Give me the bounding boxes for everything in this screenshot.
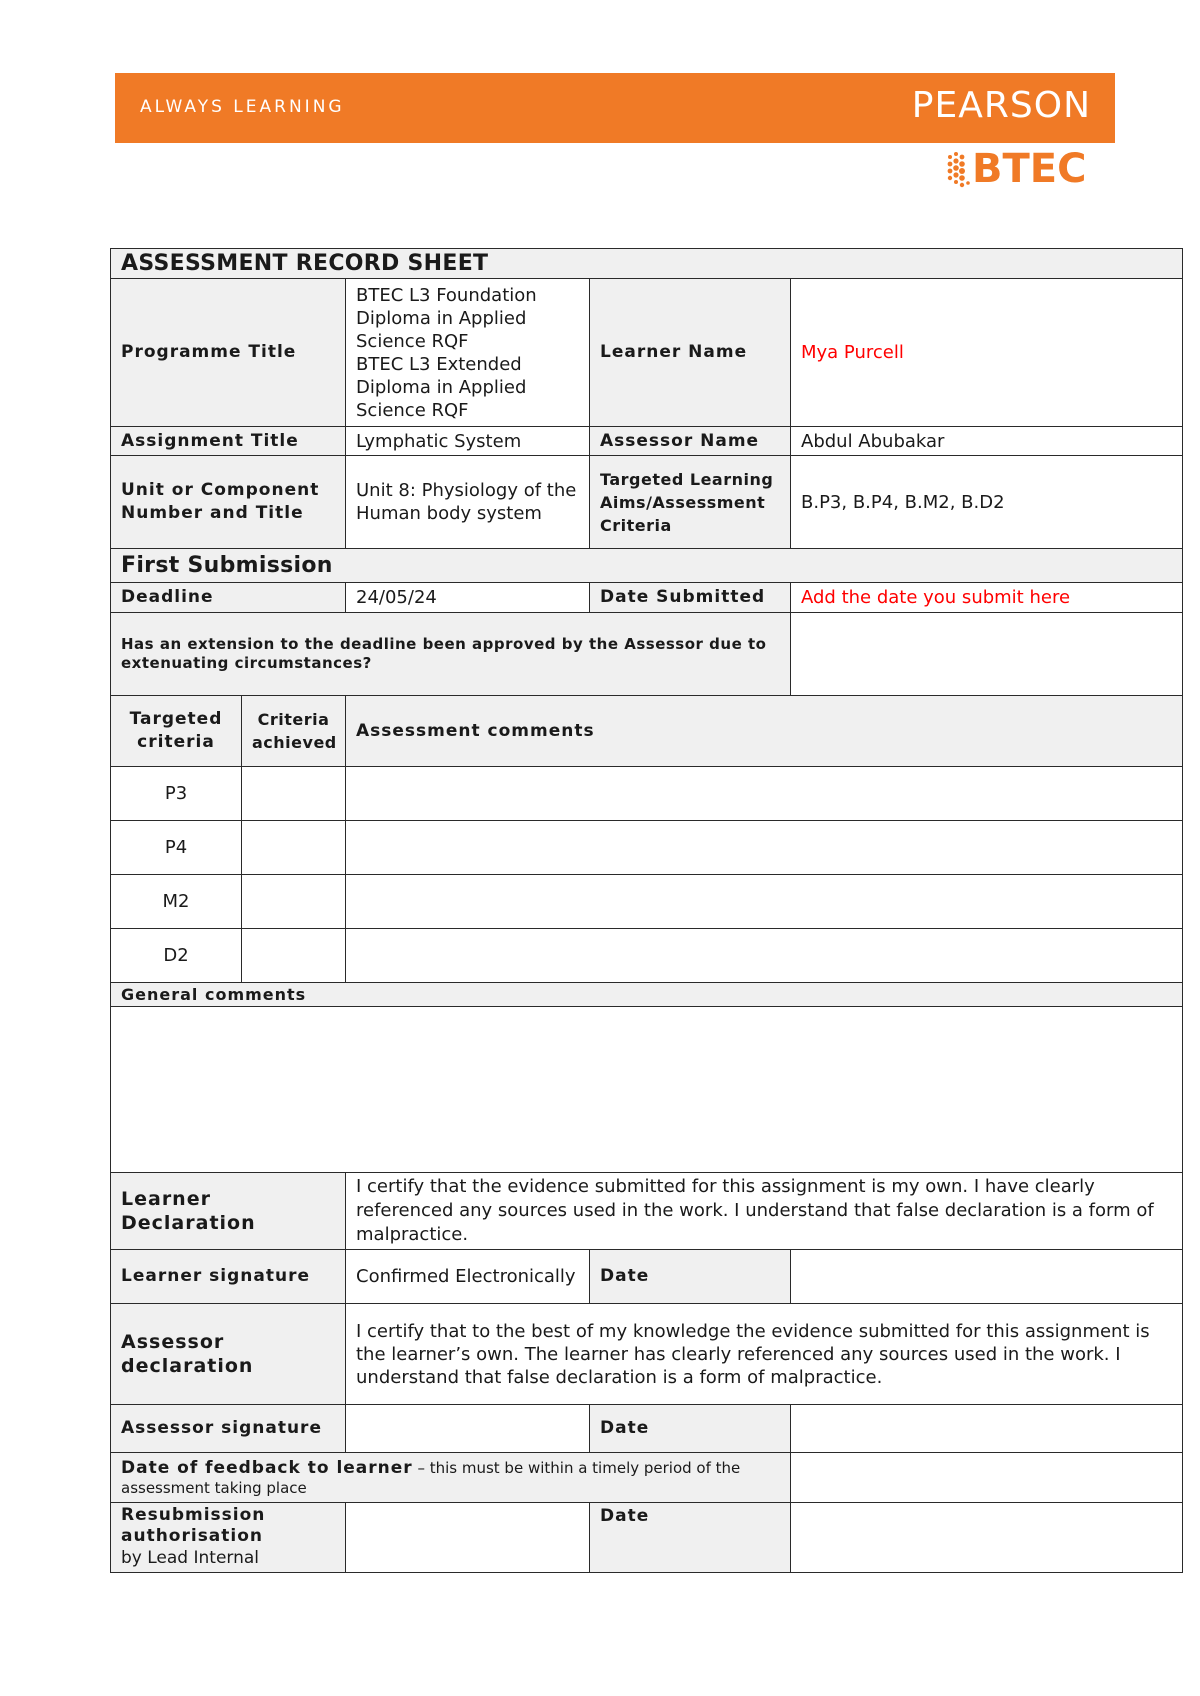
criteria-achieved-cell[interactable] bbox=[242, 767, 346, 821]
feedback-date-label bbox=[111, 1453, 791, 1503]
extension-question: Has an extension to the deadline been approved by the Assessor due to extenuating circumstances? bbox=[111, 613, 791, 696]
targeted-criteria-value: B.P3, B.P4, B.M2, B.D2 bbox=[791, 456, 1183, 549]
learner-name-label: Learner Name bbox=[590, 279, 791, 427]
criteria-comment-cell[interactable] bbox=[346, 875, 1183, 929]
extension-answer-cell[interactable] bbox=[791, 613, 1183, 696]
assessor-name-label: Assessor Name bbox=[590, 427, 791, 456]
learner-declaration-label: Learner Declaration bbox=[111, 1173, 346, 1250]
btec-logo: BTEC bbox=[972, 146, 1087, 192]
criteria-row bbox=[111, 821, 1183, 875]
criteria-code: P3 bbox=[111, 767, 242, 821]
sheet-title: ASSESSMENT RECORD SHEET bbox=[111, 249, 1183, 279]
programme-title-label: Programme Title bbox=[111, 279, 346, 427]
programme-title-value: BTEC L3 Foundation Diploma in Applied Science RQF BTEC L3 Extended Diploma in Applied Science RQF bbox=[346, 279, 590, 427]
learner-date-cell[interactable] bbox=[791, 1250, 1183, 1304]
assessor-signature-label: Assessor signature bbox=[111, 1405, 346, 1453]
criteria-achieved-cell[interactable] bbox=[242, 875, 346, 929]
tagline: ALWAYS LEARNING bbox=[140, 97, 345, 117]
assessor-declaration-text: I certify that to the best of my knowledge the evidence submitted for this assignment is the learner’s own. The learner has clearly referenced any sources used in the work. I understand that false declaration is a form of malpractice. bbox=[346, 1304, 1183, 1405]
resubmission-date-label: Date bbox=[590, 1503, 791, 1573]
first-submission-heading: First Submission bbox=[111, 549, 1183, 583]
col-targeted-criteria: Targeted criteria bbox=[111, 696, 242, 767]
criteria-row bbox=[111, 875, 1183, 929]
learner-date-label: Date bbox=[590, 1250, 791, 1304]
criteria-code: D2 bbox=[111, 929, 242, 983]
criteria-code: M2 bbox=[111, 875, 242, 929]
deadline-label: Deadline bbox=[111, 583, 346, 613]
feedback-date-cell[interactable] bbox=[791, 1453, 1183, 1503]
general-comments-box[interactable] bbox=[111, 1007, 1183, 1173]
col-assessment-comments: Assessment comments bbox=[346, 696, 1183, 767]
unit-label: Unit or Component Number and Title bbox=[111, 456, 346, 549]
criteria-achieved-cell[interactable] bbox=[242, 821, 346, 875]
criteria-comment-cell[interactable] bbox=[346, 929, 1183, 983]
feedback-label-rest: – this must be within a timely period of the assessment taking place bbox=[121, 1458, 741, 1497]
resubmission-date-cell[interactable] bbox=[791, 1503, 1183, 1573]
resubmission-label-rest: by Lead Internal bbox=[121, 1548, 260, 1568]
learner-signature-value: Confirmed Electronically bbox=[346, 1250, 590, 1304]
feedback-label-bold: Date of feedback to learner bbox=[121, 1457, 413, 1478]
date-submitted-value[interactable]: Add the date you submit here bbox=[791, 583, 1183, 613]
pearson-logo: PEARSON bbox=[911, 85, 1091, 126]
assessor-declaration-label: Assessor declaration bbox=[111, 1304, 346, 1405]
learner-name-value[interactable]: Mya Purcell bbox=[791, 279, 1183, 427]
general-comments-label: General comments bbox=[111, 983, 1183, 1007]
unit-value: Unit 8: Physiology of the Human body system bbox=[346, 456, 590, 549]
assessor-signature-cell[interactable] bbox=[346, 1405, 590, 1453]
learner-signature-label: Learner signature bbox=[111, 1250, 346, 1304]
criteria-achieved-cell[interactable] bbox=[242, 929, 346, 983]
date-submitted-label: Date Submitted bbox=[590, 583, 791, 613]
resubmission-label bbox=[111, 1503, 346, 1573]
assessor-date-label: Date bbox=[590, 1405, 791, 1453]
targeted-criteria-label: Targeted Learning Aims/Assessment Criteria bbox=[590, 456, 791, 549]
criteria-comment-cell[interactable] bbox=[346, 767, 1183, 821]
assessor-date-cell[interactable] bbox=[791, 1405, 1183, 1453]
criteria-row bbox=[111, 929, 1183, 983]
criteria-comment-cell[interactable] bbox=[346, 821, 1183, 875]
assignment-title-value: Lymphatic System bbox=[346, 427, 590, 456]
assessor-name-value: Abdul Abubakar bbox=[791, 427, 1183, 456]
assessment-record-sheet bbox=[110, 248, 1183, 1573]
deadline-value: 24/05/24 bbox=[346, 583, 590, 613]
col-criteria-achieved: Criteria achieved bbox=[242, 696, 346, 767]
pearson-banner bbox=[115, 73, 1115, 143]
resubmission-label-bold: Resubmission authorisation bbox=[121, 1505, 266, 1546]
learner-declaration-text: I certify that the evidence submitted for this assignment is my own. I have clearly referenced any sources used in the work. I understand that false declaration is a form of malpractice. bbox=[346, 1173, 1183, 1250]
assignment-title-label: Assignment Title bbox=[111, 427, 346, 456]
resubmission-cell[interactable] bbox=[346, 1503, 590, 1573]
criteria-row bbox=[111, 767, 1183, 821]
criteria-code: P4 bbox=[111, 821, 242, 875]
